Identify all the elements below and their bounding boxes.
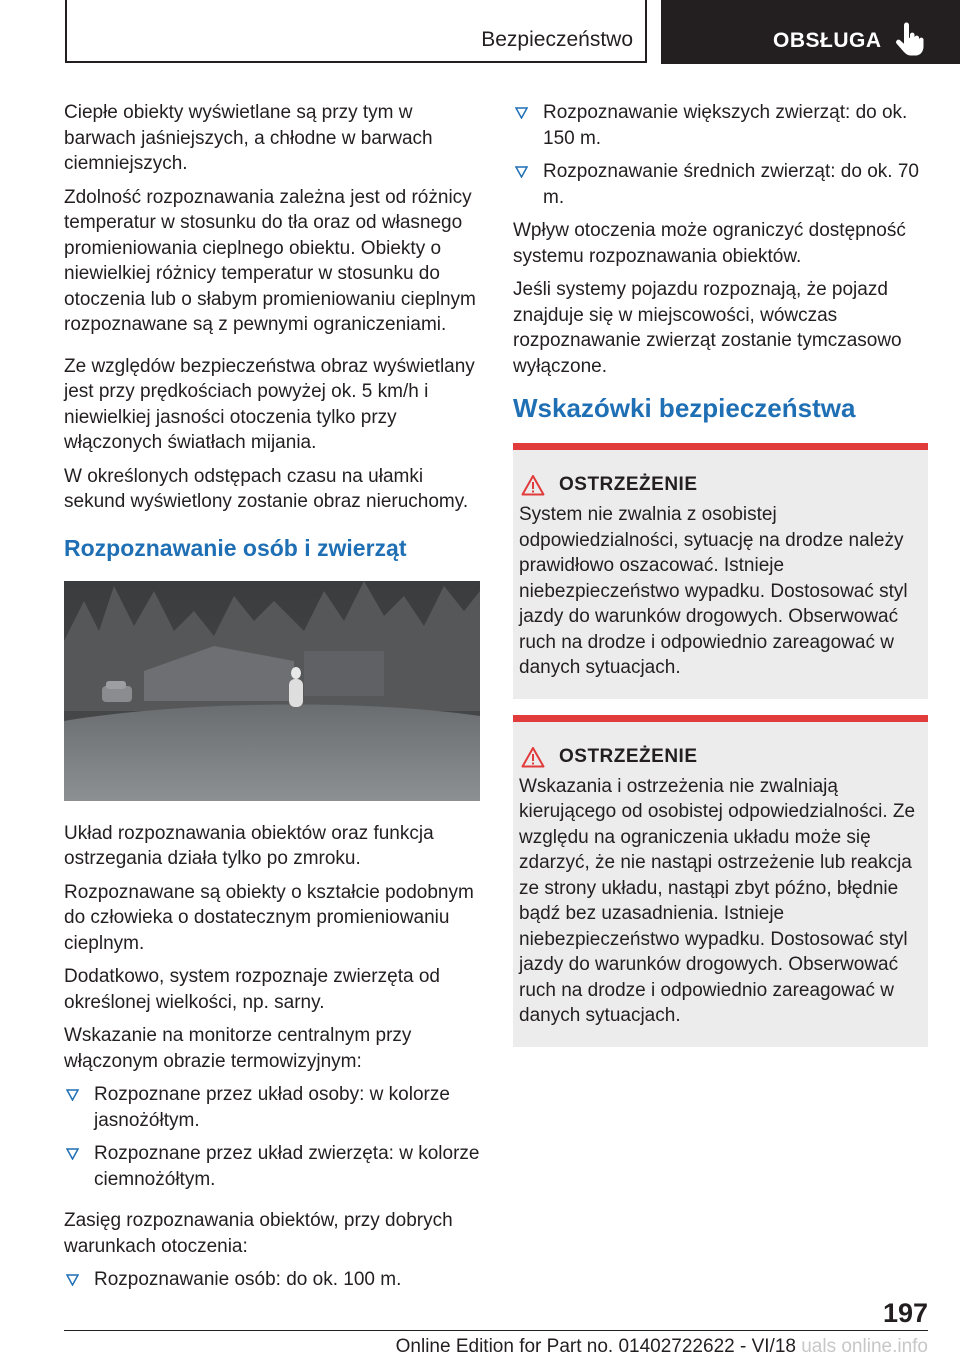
header-chapter-box	[661, 0, 960, 64]
hand-pointer-icon	[893, 22, 925, 58]
bullet-list	[513, 100, 928, 210]
watermark: uals online.info	[801, 1336, 928, 1357]
warning-text: System nie zwalnia z osobistej odpowiedzialności, sytuację na drodze należy prawidłowo oszacować. Istnieje niebezpieczeństwo wypadku. Dostosować styl jazdy do warunków drogowych. Obserwować ruch na drodze i odpowiednio zareagować w danych sytuacjach.	[519, 504, 908, 678]
list-item: Rozpoznawanie średnich zwierząt: do ok. 70 m.	[513, 159, 928, 210]
paragraph: Ze względów bezpieczeństwa obraz wyświetlany jest przy prędkościach powyżej ok. 5 km/h i niewielkiej jasności otoczenia tylko przy włączonych światłach mijania.	[64, 355, 475, 453]
section-heading: Wskazówki bezpieczeństwa	[513, 393, 856, 423]
bullet-list	[64, 1267, 482, 1293]
warning-title: OSTRZEŻENIE	[521, 746, 922, 768]
thermal-image-figure	[64, 581, 480, 801]
triangle-bullet-icon	[66, 1148, 79, 1160]
list-item: Rozpoznane przez układ osoby: w kolorze jasnożółtym.	[64, 1082, 482, 1133]
warning-text: Wskazania i ostrzeżenia nie zwalniają kierującego od osobistej odpowiedzialności. Ze względu na ograniczenia układu może się zdarzyć, że nie nastąpi ostrzeżenie lub reakcja ze strony układu, nastąpi zbyt późno, błędnie bądź bez uzasadnienia. Istnieje niebezpieczeństwo wypadku. Dostosować styl jazdy do warunków drogowych. Obserwować ruch na drodze i odpowiednio zareagować w danych sytuacjach.	[519, 775, 916, 1026]
paragraph: Rozpoznawane są obiekty o kształcie podobnym do człowieka o dostatecznym promieniowaniu cieplnym.	[64, 881, 474, 954]
warning-triangle-icon	[521, 474, 545, 496]
page-number: 197	[882, 1298, 928, 1328]
list-item: Rozpoznane przez układ zwierzęta: w kolorze ciemnożółtym.	[64, 1141, 482, 1192]
triangle-bullet-icon	[66, 1274, 79, 1286]
header-section-box	[65, 0, 647, 63]
footer-divider	[64, 1330, 928, 1331]
triangle-bullet-icon	[515, 166, 528, 178]
paragraph: Dodatkowo, system rozpoznaje zwierzęta od określonej wielkości, np. sarny.	[64, 966, 440, 1013]
paragraph: Ciepłe obiekty wyświetlane są przy tym w barwach jaśniejszych, a chłodne w barwach ciemniejszych.	[64, 102, 433, 174]
bullet-list	[64, 1082, 482, 1192]
chapter-title: OBSŁUGA	[773, 29, 882, 52]
paragraph: Jeśli systemy pojazdu rozpoznają, że pojazd znajduje się w miejscowości, wówczas rozpoznawanie zwierząt zostanie tymczasowo wyłączone.	[513, 279, 902, 377]
footer-edition: Online Edition for Part no. 01402722622 - VI/18 uals online.info	[395, 1336, 928, 1357]
paragraph: Zasięg rozpoznawania obiektów, przy dobrych warunkach otoczenia:	[64, 1210, 453, 1257]
triangle-bullet-icon	[515, 107, 528, 119]
paragraph: Wpływ otoczenia może ograniczyć dostępność systemu rozpoznawania obiektów.	[513, 220, 906, 267]
paragraph: Zdolność rozpoznawania zależna jest od różnicy temperatur w stosunku do tła oraz od własnego promieniowania cieplnego obiektu. Obiekty o niewielkiej różnicy temperatur w stosunku do otoczenia lub o słabym promieniowaniu cieplnym rozpoznawane są z pewnymi ograniczeniami.	[64, 186, 476, 335]
warning-box	[513, 715, 928, 1047]
triangle-bullet-icon	[66, 1089, 79, 1101]
paragraph: W określonych odstępach czasu na ułamki sekund wyświetlony zostanie obraz nieruchomy.	[64, 465, 469, 512]
paragraph: Układ rozpoznawania obiektów oraz funkcja ostrzegania działa tylko po zmroku.	[64, 822, 434, 869]
list-item: Rozpoznawanie większych zwierząt: do ok. 150 m.	[513, 100, 928, 151]
warning-box	[513, 443, 928, 699]
subsection-heading: Rozpoznawanie osób i zwierząt	[64, 534, 407, 561]
paragraph: Wskazanie na monitorze centralnym przy włączonym obrazie termowizyjnym:	[64, 1025, 412, 1072]
right-column	[513, 100, 928, 1057]
warning-triangle-icon	[521, 746, 545, 768]
section-title: Bezpieczeństwo	[481, 28, 633, 51]
warning-title: OSTRZEŻENIE	[521, 474, 922, 496]
list-item: Rozpoznawanie osób: do ok. 100 m.	[64, 1267, 482, 1293]
left-column	[64, 100, 482, 1301]
